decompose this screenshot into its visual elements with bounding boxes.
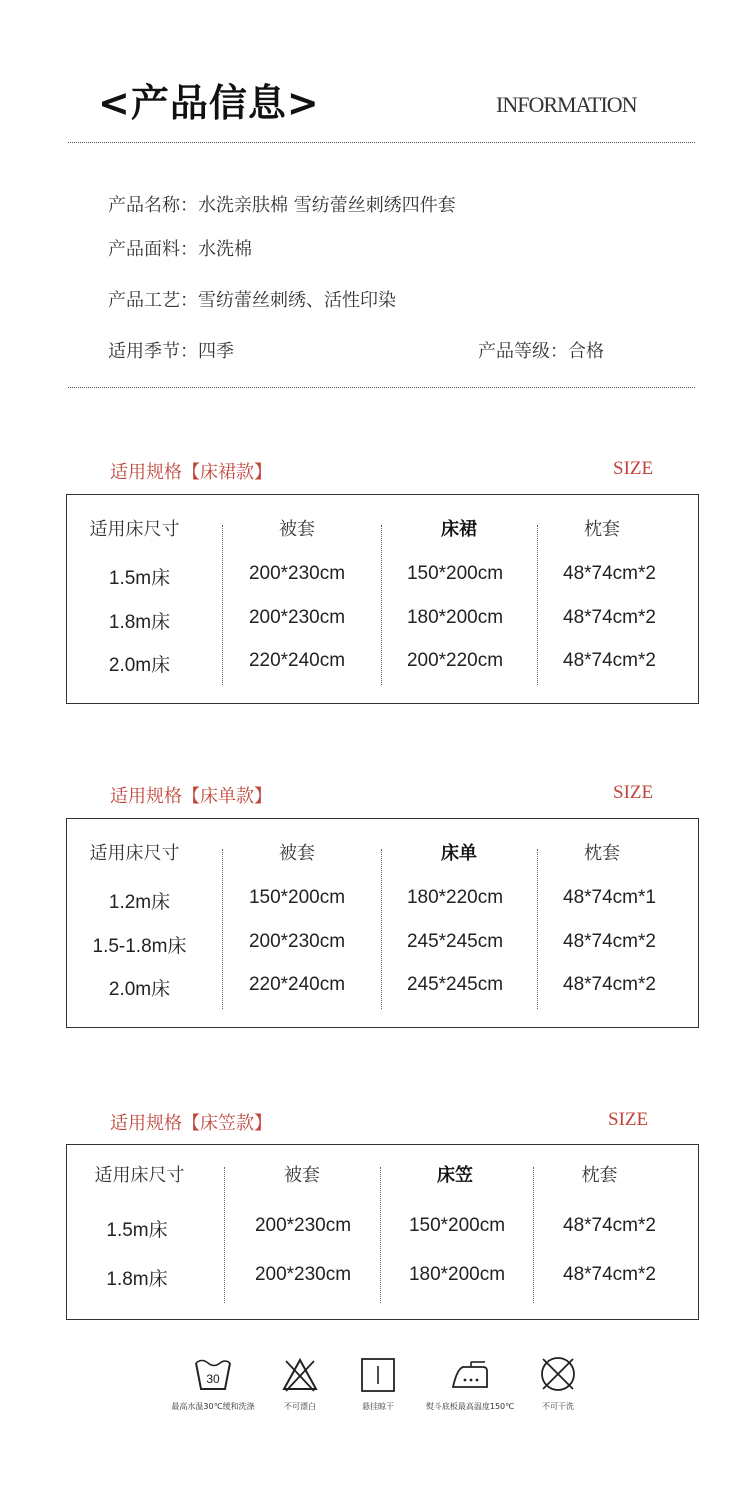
page-title-en: INFORMATION: [496, 92, 637, 117]
cell-bed-size: 1.8m床: [108, 612, 171, 633]
cell-bed-sheet: 245*245cm: [406, 974, 504, 995]
wash-temp-number: 30: [206, 1372, 220, 1386]
column-divider: [533, 1167, 534, 1303]
cell-fitted-sheet: 150*200cm: [408, 1215, 506, 1236]
cell-duvet: 200*230cm: [248, 607, 346, 628]
care-iron-150: [418, 1357, 522, 1412]
column-divider: [380, 1167, 381, 1303]
cell-bed-size: 2.0m床: [108, 979, 171, 1000]
section-size-label: SIZE: [608, 1109, 649, 1130]
cell-pillowcase: 48*74cm*2: [563, 607, 656, 628]
column-divider: [381, 849, 382, 1009]
cell-pillowcase: 48*74cm*2: [563, 563, 656, 584]
header-duvet: 被套: [279, 519, 315, 540]
cell-bed-size: 1.5-1.8m床: [92, 936, 187, 957]
cell-bed-sheet: 180*220cm: [406, 887, 504, 908]
column-divider: [222, 849, 223, 1009]
info-name: 产品名称：水洗亲肤棉 雪纺蕾丝刺绣四件套: [108, 195, 456, 216]
column-divider: [222, 525, 223, 685]
header-fitted-sheet: 床笠: [437, 1165, 473, 1186]
header-duvet: 被套: [279, 843, 315, 864]
care-hang-dry: [348, 1357, 408, 1412]
section-size-label: SIZE: [613, 458, 654, 479]
cell-bed-skirt: 180*200cm: [406, 607, 504, 628]
cell-bed-sheet: 245*245cm: [406, 931, 504, 952]
column-divider: [537, 525, 538, 685]
cell-duvet: 200*230cm: [248, 563, 346, 584]
cell-pillowcase: 48*74cm*2: [563, 1215, 656, 1236]
cell-duvet: 150*200cm: [248, 887, 346, 908]
section-title: 适用规格【床裙款】: [110, 462, 272, 483]
cell-bed-size: 1.8m床: [106, 1269, 168, 1290]
cell-pillowcase: 48*74cm*2: [563, 650, 656, 671]
info-craft: 产品工艺：雪纺蕾丝刺绣、活性印染: [108, 290, 396, 311]
header-bed-size: 适用床尺寸: [89, 843, 180, 864]
column-divider: [224, 1167, 225, 1303]
iron-150-icon: [449, 1357, 491, 1393]
care-label: 熨斗底板最高温度150℃: [425, 1402, 515, 1411]
care-label: 悬挂晾干: [362, 1402, 394, 1411]
cell-bed-size: 1.5m床: [106, 1220, 168, 1241]
cell-pillowcase: 48*74cm*2: [563, 931, 656, 952]
header-duvet: 被套: [284, 1165, 320, 1186]
size-table: [66, 494, 699, 704]
page-title: <产品信息>: [98, 81, 320, 125]
cell-bed-size: 2.0m床: [108, 655, 171, 676]
wash-30-icon: [193, 1357, 233, 1393]
header-pillowcase: 枕套: [584, 519, 620, 540]
hang-dry-icon: [359, 1357, 397, 1393]
info-grade: 产品等级：合格: [478, 341, 604, 362]
cell-fitted-sheet: 180*200cm: [408, 1264, 506, 1285]
header-pillowcase: 枕套: [584, 843, 620, 864]
cell-pillowcase: 48*74cm*2: [563, 974, 656, 995]
care-wash-30: [160, 1357, 266, 1412]
header-pillowcase: 枕套: [581, 1165, 618, 1186]
care-no-dry-clean: [528, 1355, 588, 1412]
care-label: 不可干洗: [542, 1402, 574, 1411]
divider: [68, 387, 695, 388]
cell-duvet: 220*240cm: [248, 974, 346, 995]
info-fabric: 产品面料：水洗棉: [108, 239, 252, 260]
care-label: 最高水温30℃缓和洗涤: [171, 1402, 255, 1411]
care-no-bleach: [270, 1357, 330, 1412]
cell-pillowcase: 48*74cm*2: [563, 1264, 656, 1285]
divider: [68, 142, 695, 143]
no-dry-clean-icon: [538, 1355, 578, 1393]
care-label: 不可漂白: [284, 1402, 316, 1411]
section-title: 适用规格【床单款】: [110, 786, 272, 807]
cell-duvet: 220*240cm: [248, 650, 346, 671]
header-bed-skirt: 床裙: [441, 519, 477, 540]
cell-bed-skirt: 200*220cm: [406, 650, 504, 671]
header-bed-size: 适用床尺寸: [89, 519, 180, 540]
size-table: [66, 1144, 699, 1320]
section-title: 适用规格【床笠款】: [110, 1113, 272, 1134]
cell-pillowcase: 48*74cm*1: [563, 887, 656, 908]
cell-duvet: 200*230cm: [254, 1215, 352, 1236]
column-divider: [537, 849, 538, 1009]
header-bed-sheet: 床单: [441, 843, 477, 864]
size-table: [66, 818, 699, 1028]
column-divider: [381, 525, 382, 685]
cell-bed-skirt: 150*200cm: [406, 563, 504, 584]
cell-bed-size: 1.5m床: [108, 568, 171, 589]
info-season: 适用季节：四季: [108, 341, 234, 362]
cell-duvet: 200*230cm: [254, 1264, 352, 1285]
header-bed-size: 适用床尺寸: [94, 1165, 185, 1186]
cell-bed-size: 1.2m床: [108, 892, 171, 913]
no-bleach-icon: [281, 1357, 319, 1393]
section-size-label: SIZE: [613, 782, 654, 803]
cell-duvet: 200*230cm: [248, 931, 346, 952]
